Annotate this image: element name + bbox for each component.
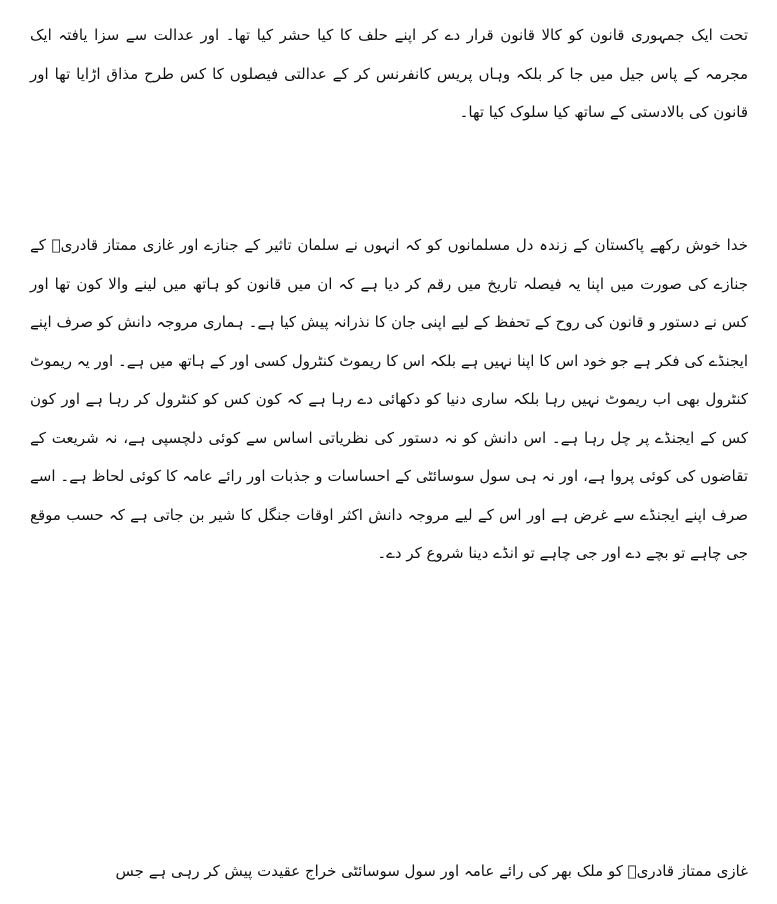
paragraph-1: تحت ایک جمہوری قانون کو کالا قانون قرار دے کر اپنے حلف کا کیا حشر کیا تھا۔ اور عدالت سے سزا یافتہ ایک مجرمہ کے پاس جیل میں جا کر بلکہ وہاں پریس کانفرنس کر کے عدالتی فیصلوں کا کس طرح مذاق اڑایا تھا اور قانون کی بالادستی کے ساتھ کیا سلوک کیا تھا۔	[30, 26, 748, 121]
paragraph-2: خدا خوش رکھے پاکستان کے زندہ دل مسلمانوں کو کہ انہوں نے سلمان تاثیر کے جنازے اور غازی ممتاز قادریؒ کے جنازے کی صورت میں اپنا یہ فیصلہ تاریخ میں رقم کر دیا ہے کہ ان میں قانون کو ہاتھ میں لینے والا کون تھا اور کس نے دستور و قانون کی روح کے تحفظ کے لیے اپنی جان کا نذرانہ پیش کیا ہے۔ ہماری مروجہ دانش کو صرف اپنے ایجنڈے کی فکر ہے جو خود اس کا اپنا نہیں ہے بلکہ اس کا ریموٹ کنٹرول کسی اور کے ہاتھ میں ہے۔ اور یہ ریموٹ کنٹرول بھی اب ریموٹ نہیں رہا بلکہ ساری دنیا کو دکھائی دے رہا ہے کہ کون کس کو کنٹرول کر رہا ہے اور کون کس کے ایجنڈے پر چل رہا ہے۔ اس دانش کو نہ دستور کی نظریاتی اساس سے کوئی دلچسپی ہے، نہ شریعت کے تقاضوں کی کوئی پروا ہے، اور نہ ہی سول سوسائٹی کے احساسات و جذبات اور رائے عامہ کا کوئی لحاظ ہے۔ اسے صرف اپنے ایجنڈے سے غرض ہے اور اس کے لیے مروجہ دانش اکثر اوقات جنگل کا شیر بن جاتی ہے کہ حسب موقع جی چاہے تو بچے دے اور جی چاہے تو انڈے دینا شروع کر دے۔	[30, 236, 748, 562]
paragraph-3: غازی ممتاز قادریؒ کو ملک بھر کی رائے عامہ اور سول سوسائٹی خراج عقیدت پیش کر رہی ہے جس	[115, 862, 748, 880]
